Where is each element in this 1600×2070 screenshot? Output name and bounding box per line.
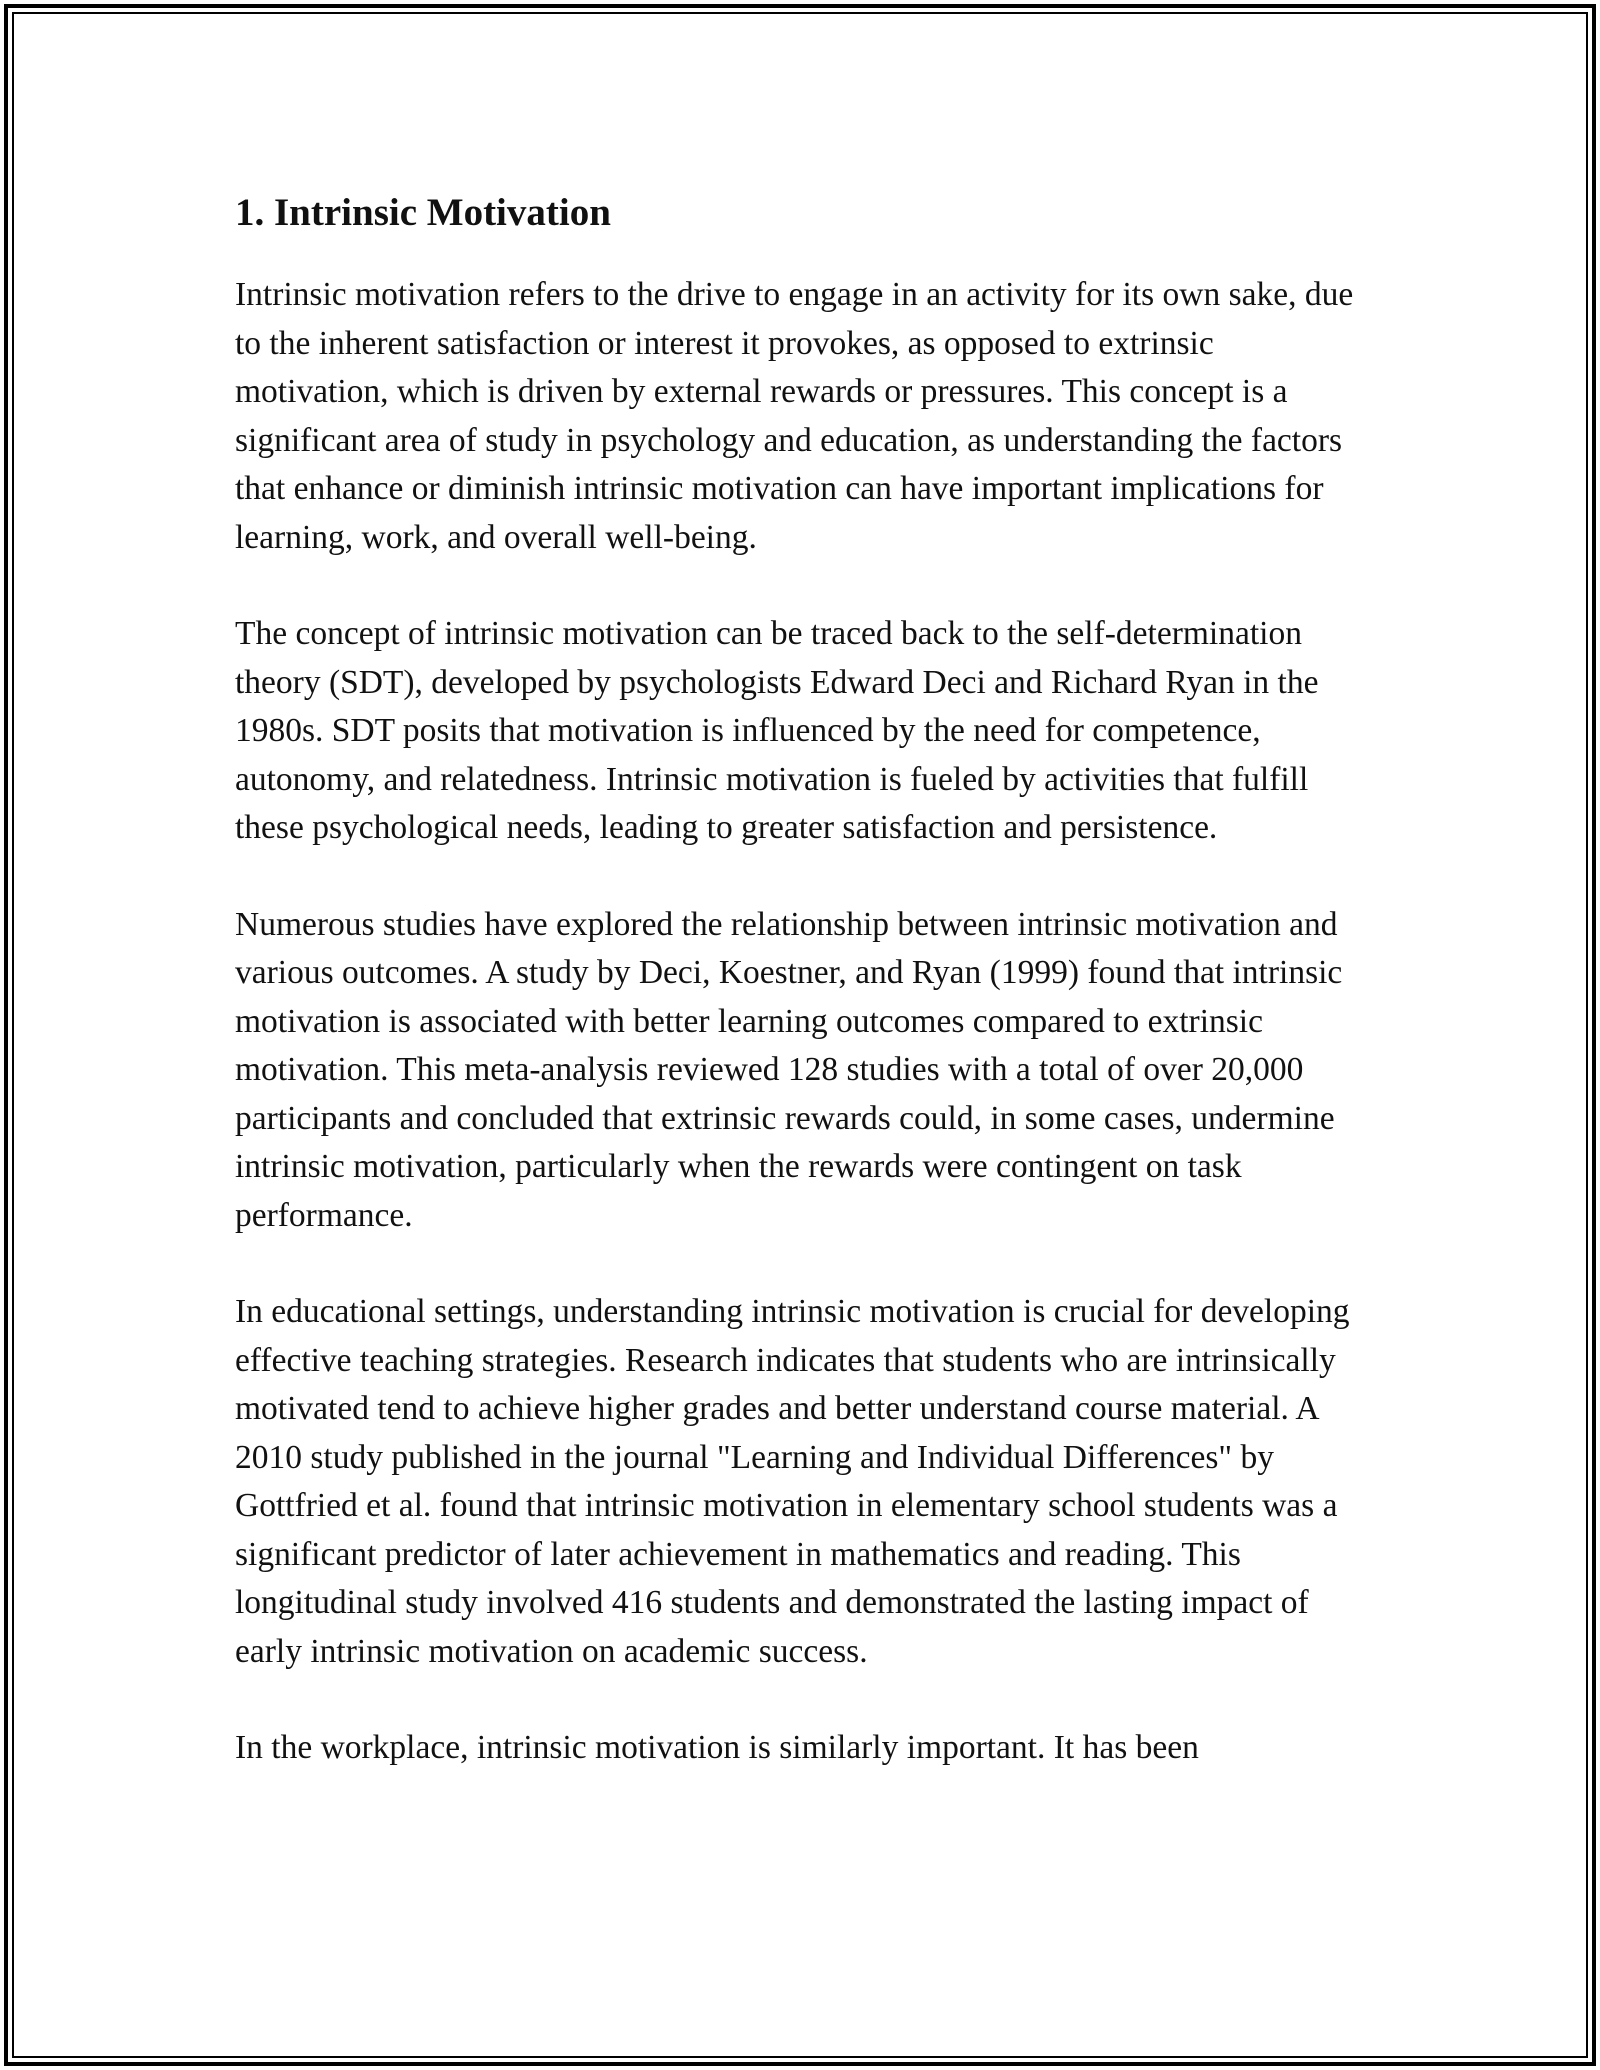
paragraph-2: The concept of intrinsic motivation can be traced back to the self-determination theory (SDT), developed by psychologists Edward Deci and Richard Ryan in the 1980s. SDT posits that motivation is influenced by the need for competence, autonomy, and relatedness. Intrinsic motivation is fueled by activities that fulfill these psychological needs, leading to greater satisfaction and persistence. [235, 615, 1319, 846]
paragraph-4: In educational settings, understanding intrinsic motivation is crucial for developing effective teaching strategies. Research indicates that students who are intrinsically motivated tend to achieve higher grades and better understand course material. A 2010 study published in the journal "Learning and Individual Differences" by Gottfried et al. found that intrinsic motivation in elementary school students was a significant predictor of later achievement in mathematics and reading. This longitudinal study involved 416 students and demonstrated the lasting impact of early intrinsic motivation on academic success. [235, 1293, 1350, 1670]
paragraph-1: Intrinsic motivation refers to the drive to engage in an activity for its own sake, due to the inherent satisfaction or interest it provokes, as opposed to extrinsic motivation, which is driven by external rewards or pressures. This concept is a significant area of study in psychology and education, as understanding the factors that enhance or diminish intrinsic motivation can have important implications for learning, work, and overall well-being. [235, 276, 1354, 556]
paragraph-3: Numerous studies have explored the relationship between intrinsic motivation and various outcomes. A study by Deci, Koestner, and Ryan (1999) found that intrinsic motivation is associated with better learning outcomes compared to extrinsic motivation. This meta-analysis reviewed 128 studies with a total of over 20,000 participants and concluded that extrinsic rewards could, in some cases, undermine intrinsic motivation, particularly when the rewards were contingent on task performance. [235, 905, 1343, 1234]
section-heading: 1. Intrinsic Motivation [235, 191, 611, 234]
paragraph-5: In the workplace, intrinsic motivation is similarly important. It has been [235, 1729, 1199, 1766]
document-body [235, 185, 1365, 1773]
